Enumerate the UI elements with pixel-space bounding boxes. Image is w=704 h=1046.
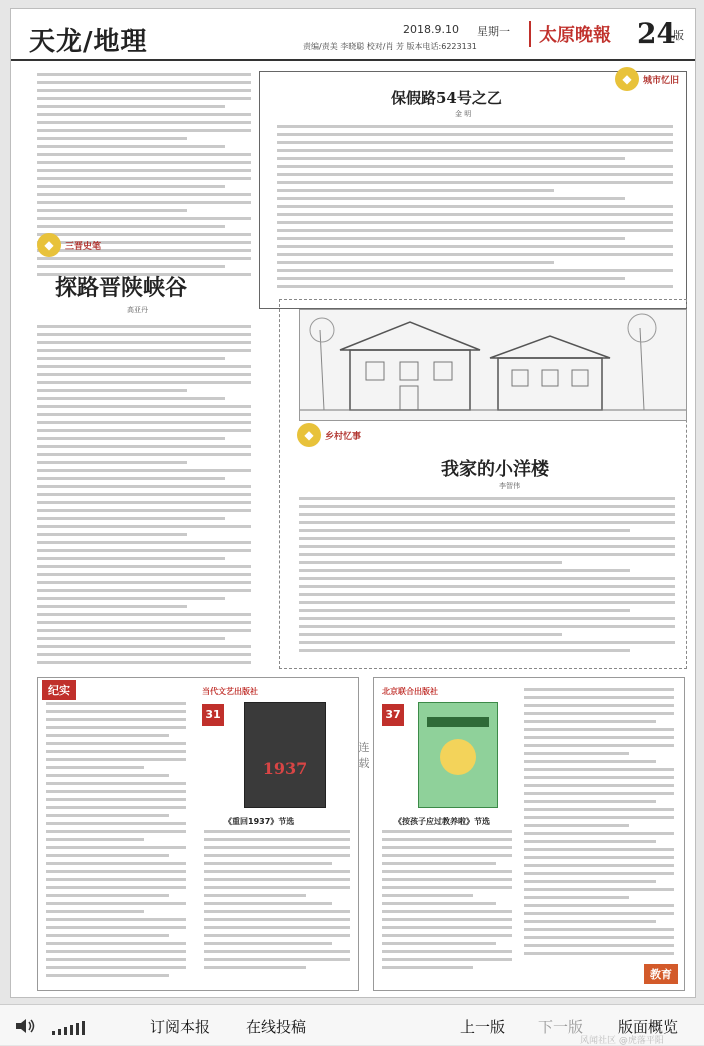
text-line xyxy=(46,870,186,873)
top-right-title: 保假路54号之乙 xyxy=(391,89,502,107)
text-line xyxy=(524,808,674,811)
text-line xyxy=(277,221,673,224)
edu-tag: 教育 xyxy=(644,964,678,984)
mid-column-byline: 高亚丹 xyxy=(127,306,148,314)
text-line xyxy=(37,525,251,528)
text-line xyxy=(204,854,350,857)
text-line xyxy=(37,629,251,632)
page-number-suffix: 版 xyxy=(673,29,684,42)
text-line xyxy=(46,934,169,937)
text-line xyxy=(46,750,186,753)
text-line xyxy=(299,497,675,500)
text-line xyxy=(299,641,675,644)
text-line xyxy=(46,942,186,945)
book2-number: 37 xyxy=(382,704,404,726)
text-line xyxy=(277,285,673,288)
text-line xyxy=(37,557,225,560)
subscribe-link[interactable]: 订阅本报 xyxy=(150,1018,211,1036)
text-line xyxy=(524,688,674,691)
issue-date: 2018.9.10 xyxy=(403,23,459,36)
text-line xyxy=(46,718,186,721)
text-line xyxy=(37,177,251,180)
text-line xyxy=(382,830,512,833)
text-line xyxy=(277,133,673,136)
text-line xyxy=(299,545,675,548)
text-line xyxy=(37,357,225,360)
text-line xyxy=(299,513,675,516)
text-line xyxy=(37,153,251,156)
signal-bars-icon xyxy=(50,1019,100,1035)
house-illustration xyxy=(299,309,687,421)
text-line xyxy=(37,185,225,188)
serial-left-text xyxy=(46,702,186,982)
text-line xyxy=(46,798,186,801)
text-line xyxy=(204,878,350,881)
text-line xyxy=(524,704,674,707)
text-line xyxy=(46,758,186,761)
text-line xyxy=(37,325,251,328)
issue-weekday: 星期一 xyxy=(477,25,510,38)
text-line xyxy=(37,225,225,228)
text-line xyxy=(382,950,512,953)
text-line xyxy=(277,245,673,248)
text-line xyxy=(204,926,350,929)
mid-column-title: 探路晋陕峡谷 xyxy=(55,275,188,301)
volume-icon[interactable] xyxy=(14,1017,36,1035)
text-line xyxy=(524,768,674,771)
connector-label: 连载 xyxy=(358,741,370,770)
text-line xyxy=(37,453,251,456)
text-line xyxy=(524,864,674,867)
text-line xyxy=(37,549,251,552)
lower-right-kicker: ◆ 乡村忆事 xyxy=(297,423,361,447)
text-line xyxy=(524,944,674,947)
book1-number: 31 xyxy=(202,704,224,726)
text-line xyxy=(382,846,512,849)
text-line xyxy=(46,894,169,897)
text-line xyxy=(37,209,187,212)
text-line xyxy=(37,349,251,352)
text-line xyxy=(299,569,630,572)
text-line xyxy=(37,477,225,480)
text-line xyxy=(37,97,251,100)
text-line xyxy=(299,529,630,532)
text-line xyxy=(277,181,673,184)
text-line xyxy=(46,782,186,785)
book1-caption: 《重回1937》节选 xyxy=(224,817,295,826)
bottom-toolbar xyxy=(0,1004,704,1045)
text-line xyxy=(37,341,251,344)
text-line xyxy=(382,886,512,889)
serial-right-text-1 xyxy=(382,830,512,980)
text-line xyxy=(37,637,225,640)
text-line xyxy=(204,902,332,905)
text-line xyxy=(37,169,251,172)
text-line xyxy=(37,645,251,648)
text-line xyxy=(37,217,251,220)
text-line xyxy=(37,469,251,472)
text-line xyxy=(382,942,496,945)
text-line xyxy=(37,257,251,260)
text-line xyxy=(299,585,675,588)
serial-right-text-2 xyxy=(524,688,674,960)
text-line xyxy=(299,601,675,604)
text-line xyxy=(37,509,251,512)
text-line xyxy=(37,413,251,416)
text-line xyxy=(37,533,187,536)
text-line xyxy=(204,846,350,849)
text-line xyxy=(46,734,169,737)
text-line xyxy=(524,872,674,875)
lower-right-text xyxy=(299,497,675,661)
text-line xyxy=(277,277,625,280)
text-line xyxy=(299,577,675,580)
text-line xyxy=(37,405,251,408)
text-line xyxy=(37,129,251,132)
text-line xyxy=(46,822,186,825)
text-line xyxy=(37,161,251,164)
text-line xyxy=(277,205,673,208)
text-line xyxy=(37,517,225,520)
text-line xyxy=(46,878,186,881)
text-line xyxy=(524,952,674,955)
text-line xyxy=(37,461,187,464)
top-right-byline: 金 明 xyxy=(455,110,472,118)
text-line xyxy=(37,437,225,440)
text-line xyxy=(524,896,629,899)
text-line xyxy=(46,838,144,841)
text-line xyxy=(37,605,187,608)
text-line xyxy=(524,712,674,715)
text-line xyxy=(382,910,512,913)
text-line xyxy=(524,792,674,795)
text-line xyxy=(277,141,673,144)
masthead-logo: 太原晚報 xyxy=(529,21,611,47)
serial-box-right xyxy=(373,677,685,991)
top-right-text xyxy=(277,125,673,293)
text-line xyxy=(204,910,350,913)
text-line xyxy=(46,862,186,865)
text-line xyxy=(37,381,251,384)
text-line xyxy=(37,501,251,504)
text-line xyxy=(524,888,674,891)
left-column-body xyxy=(37,325,251,671)
text-line xyxy=(277,261,554,264)
kicker-badge-icon: ◆ xyxy=(37,233,61,257)
text-line xyxy=(524,848,674,851)
text-line xyxy=(46,950,186,953)
text-line xyxy=(37,541,251,544)
text-line xyxy=(277,253,673,256)
house-sketch-icon xyxy=(300,310,686,420)
text-line xyxy=(277,213,673,216)
text-line xyxy=(524,776,674,779)
text-line xyxy=(46,918,186,921)
next-page-link[interactable]: 下一版 xyxy=(538,1018,584,1036)
text-line xyxy=(204,934,350,937)
text-line xyxy=(204,894,306,897)
text-line xyxy=(37,653,251,656)
text-line xyxy=(37,105,225,108)
text-line xyxy=(382,854,512,857)
text-line xyxy=(37,581,251,584)
text-line xyxy=(46,742,186,745)
text-line xyxy=(37,445,251,448)
text-line xyxy=(524,736,674,739)
text-line xyxy=(299,625,675,628)
serial-left-text-2 xyxy=(204,830,350,980)
text-line xyxy=(277,149,673,152)
text-line xyxy=(299,617,675,620)
text-line xyxy=(204,950,350,953)
text-line xyxy=(37,73,251,76)
text-line xyxy=(524,840,656,843)
text-line xyxy=(37,121,251,124)
text-line xyxy=(299,521,675,524)
text-line xyxy=(46,966,186,969)
text-line xyxy=(204,958,350,961)
text-line xyxy=(204,886,350,889)
text-line xyxy=(37,493,251,496)
book2-cover-art-icon xyxy=(419,703,497,807)
text-line xyxy=(46,974,169,977)
kicker-badge-icon: ◆ xyxy=(297,423,321,447)
text-line xyxy=(277,173,673,176)
text-line xyxy=(277,157,625,160)
text-line xyxy=(37,373,251,376)
text-line xyxy=(37,397,225,400)
text-line xyxy=(277,165,673,168)
book1-publisher: 当代文艺出版社 xyxy=(202,687,258,696)
text-line xyxy=(204,838,350,841)
text-line xyxy=(37,573,251,576)
text-line xyxy=(299,633,562,636)
text-line xyxy=(524,720,656,723)
text-line xyxy=(382,934,512,937)
text-line xyxy=(46,830,186,833)
text-line xyxy=(46,766,144,769)
text-line xyxy=(382,918,512,921)
text-line xyxy=(37,661,251,664)
text-line xyxy=(524,752,629,755)
text-line xyxy=(524,760,656,763)
text-line xyxy=(277,229,673,232)
text-line xyxy=(382,926,512,929)
text-line xyxy=(37,137,187,140)
text-line xyxy=(524,696,674,699)
text-line xyxy=(37,421,251,424)
text-line xyxy=(46,910,144,913)
text-line xyxy=(37,485,251,488)
book1-cover xyxy=(244,702,326,808)
text-line xyxy=(524,880,656,883)
text-line xyxy=(46,726,186,729)
text-line xyxy=(299,537,675,540)
overview-link[interactable]: 版面概览 xyxy=(618,1018,679,1036)
text-line xyxy=(524,920,656,923)
text-line xyxy=(37,145,225,148)
text-line xyxy=(299,649,630,652)
text-line xyxy=(524,928,674,931)
text-line xyxy=(37,589,251,592)
text-line xyxy=(46,958,186,961)
text-line xyxy=(37,389,187,392)
serial-tag-left: 纪实 xyxy=(42,680,76,700)
book2-publisher: 北京联合出版社 xyxy=(382,687,438,696)
text-line xyxy=(277,189,554,192)
text-line xyxy=(37,265,225,268)
text-line xyxy=(382,838,512,841)
text-line xyxy=(524,800,656,803)
text-line xyxy=(37,333,251,336)
serial-box-left xyxy=(37,677,359,991)
text-line xyxy=(299,553,675,556)
text-line xyxy=(46,854,169,857)
text-line xyxy=(37,193,251,196)
text-line xyxy=(37,429,251,432)
text-line xyxy=(204,830,350,833)
text-line xyxy=(46,702,186,705)
text-line xyxy=(382,878,512,881)
newspaper-page xyxy=(10,8,696,998)
text-line xyxy=(382,958,512,961)
text-line xyxy=(37,201,251,204)
text-line xyxy=(204,870,350,873)
text-line xyxy=(37,613,251,616)
top-right-kicker: ◆ 城市忆旧 xyxy=(615,67,679,91)
text-line xyxy=(524,936,674,939)
text-line xyxy=(277,197,625,200)
text-line xyxy=(37,565,251,568)
lower-right-byline: 李智伟 xyxy=(499,482,520,490)
text-line xyxy=(299,593,675,596)
text-line xyxy=(46,814,169,817)
text-line xyxy=(299,609,630,612)
text-line xyxy=(37,621,251,624)
text-line xyxy=(382,894,473,897)
text-line xyxy=(524,816,674,819)
text-line xyxy=(524,912,674,915)
text-line xyxy=(204,918,350,921)
text-line xyxy=(37,597,225,600)
text-line xyxy=(46,710,186,713)
text-line xyxy=(524,728,674,731)
text-line xyxy=(524,832,674,835)
book2-caption: 《按孩子应过教养啦》节选 xyxy=(394,817,490,826)
page-number: 24 xyxy=(637,17,676,50)
text-line xyxy=(46,886,186,889)
text-line xyxy=(204,942,332,945)
text-line xyxy=(37,89,251,92)
text-line xyxy=(524,856,674,859)
text-line xyxy=(277,237,625,240)
page-header xyxy=(11,9,695,61)
book2-cover xyxy=(418,702,498,808)
section-title: 天龙/地理 xyxy=(29,27,148,57)
text-line xyxy=(204,862,332,865)
text-line xyxy=(299,561,562,564)
text-line xyxy=(37,81,251,84)
text-line xyxy=(299,505,675,508)
text-line xyxy=(524,904,674,907)
text-line xyxy=(46,902,186,905)
submit-link[interactable]: 在线投稿 xyxy=(246,1018,307,1036)
text-line xyxy=(382,902,496,905)
text-line xyxy=(46,790,186,793)
text-line xyxy=(46,774,169,777)
text-line xyxy=(277,269,673,272)
text-line xyxy=(37,113,251,116)
text-line xyxy=(382,862,496,865)
text-line xyxy=(277,125,673,128)
kicker-badge-icon: ◆ xyxy=(615,67,639,91)
text-line xyxy=(46,846,186,849)
prev-page-link[interactable]: 上一版 xyxy=(460,1018,506,1036)
mid-column-kicker: ◆ 三晋史笔 xyxy=(37,233,101,257)
watermark: 风闻社区 @虎落平阳 xyxy=(580,1036,664,1046)
text-line xyxy=(524,744,674,747)
text-line xyxy=(46,926,186,929)
text-line xyxy=(524,824,629,827)
staff-line: 责编/责美 李晓聪 校对/肖 芳 版本电话:6223131 xyxy=(303,42,477,51)
text-line xyxy=(524,784,674,787)
text-line xyxy=(204,966,306,969)
lower-right-title: 我家的小洋楼 xyxy=(441,459,549,480)
text-line xyxy=(37,365,251,368)
text-line xyxy=(382,966,473,969)
text-line xyxy=(46,806,186,809)
text-line xyxy=(382,870,512,873)
book1-cover-title: 1937 xyxy=(262,759,308,778)
